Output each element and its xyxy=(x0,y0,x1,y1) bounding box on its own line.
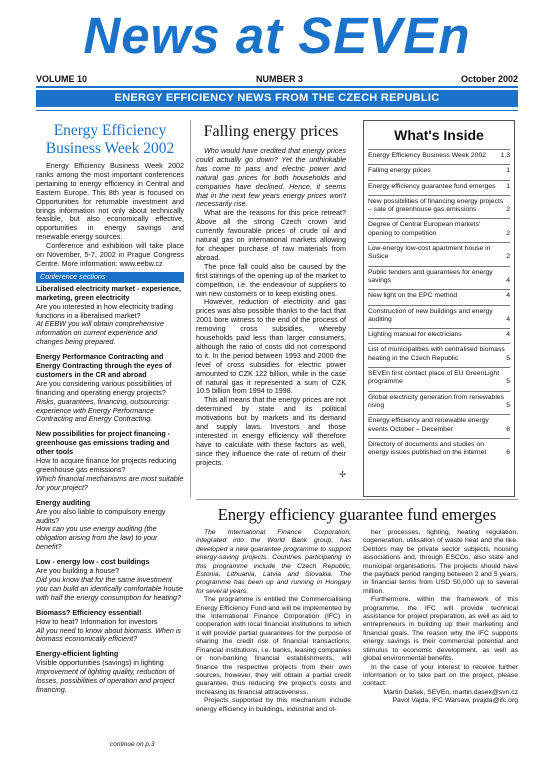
prices-paragraph: However, reduction of electricity and gas prices was also possible thanks to the fact that 2001 bore witness to the end of the process of removing cross subsidies, whereby households paid less than larger consumers, although the ratio of costs did not correspond to it. In the period between 1993 and 2000 the level of cross subsidies for electric power amounted to CZK 122 billion, while in the case of natural gas it represented a sum of CZK 10.5 billion from 1994 to 1998. xyxy=(196,297,346,396)
toc-item[interactable] xyxy=(368,391,510,415)
guarantee-paragraph: her processes, lighting, heating regulation, cogeneration, utilisation of waste heat and the like. Debtors may be private sector subjects, housing associations and, through ESCOs, also state and municipal organisations. The projects should have the payback period ranging between 2 and 5 years, in financial terms from USD 50,000 up to several million. xyxy=(363,529,518,595)
section-item xyxy=(36,499,184,552)
issue-meta xyxy=(36,72,518,86)
toc-item-page: 2 xyxy=(506,229,510,237)
sections-list xyxy=(36,285,184,695)
toc-item-page: 1 xyxy=(506,182,510,190)
toc-item-page: 5 xyxy=(506,354,510,362)
section-title: Biomass? Efficiency essential! xyxy=(36,607,142,617)
toc-item-title: Construction of new buildings and energy auditing xyxy=(368,307,493,323)
section-title: New possibilities for project financing - greenhouse gas emissions trading and other tools xyxy=(36,429,171,457)
banner-rule xyxy=(36,110,518,111)
toc-item-page: 1 xyxy=(506,167,510,175)
toc-item[interactable] xyxy=(368,195,510,219)
toc-item-page: 4 xyxy=(506,276,510,284)
toc-item-page: 5 xyxy=(506,378,510,386)
end-mark: ✢ xyxy=(339,469,346,479)
toc-item-title: Global electricity generation from renewables rising xyxy=(368,393,505,409)
section-note: Which financial mechanisms are most suitable for your project? xyxy=(36,473,184,492)
guarantee-col-2 xyxy=(363,529,518,714)
toc-item[interactable] xyxy=(368,149,510,164)
toc-item-page: 4 xyxy=(506,292,510,300)
prices-paragraph: The price fall could also be caused by the first stirrings of the opening up of the market to competition, i.e. the endeavour of suppliers to win new customers or to keep existing ones. xyxy=(196,261,346,298)
section-text: How to heat? Information for investors xyxy=(36,616,158,626)
number-label: NUMBER 3 xyxy=(256,74,304,84)
toc-item-page: 2 xyxy=(506,206,510,214)
contact-signature: Pavol Vajda, IFC Warsaw, pvajda@ifc.org xyxy=(392,697,518,705)
whats-inside-box xyxy=(363,120,515,497)
toc-item-title: Directory of documents and studies on energy issues published on the internet xyxy=(368,440,487,457)
toc-item[interactable] xyxy=(368,164,510,179)
guarantee-paragraph: Furthermore, within the framework of this programme, the IFC will provide technical assistance for project preparation, as well as aid to entrepreneurs in building up their marketing and financial goals. The reason why the IFC supports energy savings is their commercial potential and stimulus to economic development, as well as global environmental benefits. xyxy=(363,596,518,663)
date-label: October 2002 xyxy=(460,74,518,84)
section-text: Are you interested in how electricity trading functions in a liberalised market? xyxy=(36,301,174,320)
guarantee-col-1 xyxy=(196,529,351,714)
toc-item-title: Low-energy low-cost apartment house in Sušice xyxy=(368,245,491,261)
eebw-article xyxy=(36,122,184,701)
toc-item[interactable] xyxy=(368,414,510,438)
guarantee-title: Energy efficiency guarantee fund emerges xyxy=(217,505,497,524)
guarantee-lead: The International Finance Corporation, integrated into the World Bank group, has developed a new guarantee programme to support energy-saving projects. Countries participating in this programme include the Czech Republic, Estonia, Lithuania, Latvia and Slovakia. The programme has been up and running in Hungary for several years. xyxy=(196,529,351,595)
eebw-title: Energy Efficiency Business Week 2002 xyxy=(45,122,175,157)
section-text: How to acquire finance for projects reducing greenhouse gas emissions? xyxy=(36,456,177,474)
section-title: Low - energy low - cost buildings xyxy=(36,557,150,567)
toc-item-title: Energy efficiency and renewable energy events October – December xyxy=(368,417,489,433)
section-item xyxy=(36,430,184,492)
prices-lead: Who would have credited that energy prices could actually go down? Yet the unthinkable has come to pass and electric power and natural gas prices for both households and companies have declined. Hence, it seems that in the next few years energy prices won't necessarily rise. xyxy=(196,146,346,209)
section-note: All you need to know about biomass. When is biomass economically efficient? xyxy=(36,625,182,644)
column-divider xyxy=(190,120,191,497)
section-item xyxy=(36,558,184,603)
toc-item-title: Degree of Central European markets' opening to competition xyxy=(368,221,481,237)
toc-item-page: 6 xyxy=(506,425,510,433)
section-item xyxy=(36,353,184,424)
section-title: Energy auditing xyxy=(36,497,91,507)
toc-item-page: 5 xyxy=(506,401,510,409)
continue-note: continue on p.3 xyxy=(110,741,155,748)
section-item xyxy=(36,609,184,645)
section-item xyxy=(36,285,184,347)
section-text: Are you considering various possibilities of financing and operating energy projects? xyxy=(36,378,172,397)
toc-item-page: 4 xyxy=(506,331,510,339)
section-divider xyxy=(196,499,518,500)
section-item xyxy=(36,650,184,695)
guarantee-paragraph: In the case of your interest to receive further information or to take part on the project, please contact: xyxy=(363,663,518,688)
guarantee-paragraph: The programme is entitled the Commercialising Energy Efficiency Fund and will be implemented by the International Finance Corporation (IFC) in cooperation with local financial institutions to which it will provide partial guarantees for the purpose of sharing the credit risk of financial transactions. Financial institutions, i.e. banks, leasing companies or non-banking financial establishments, will finance the respective projects from their own sources, however, they will obtain a partial credit guarantee, thus reducing the project's costs and increasing its financial attractiveness. xyxy=(196,596,351,696)
toc-item[interactable] xyxy=(368,266,510,290)
section-title: Energy Performance Contracting and Energy Contracting through the eyes of customers in the CR and abroad xyxy=(36,352,172,379)
section-text: Visible opportunities (savings) in lighting xyxy=(36,658,164,668)
guarantee-columns xyxy=(196,529,518,714)
section-note: Did you know that for the same investment you can build an identically comfortable house with half the energy consumption for heating? xyxy=(36,574,184,602)
toc-item-page: 1,3 xyxy=(500,152,510,159)
toc-item-title: Public tenders and guarantees for energy savings xyxy=(368,268,493,284)
section-title: Energy-efficient lighting xyxy=(36,649,119,659)
toc-item-title: New light on the EPC method xyxy=(368,292,458,300)
prices-title: Falling energy prices xyxy=(203,123,339,140)
toc-item-title: Lighting manual for electricians xyxy=(368,331,462,339)
volume-label: VOLUME 10 xyxy=(36,74,88,84)
whats-inside-title: What's Inside xyxy=(394,127,484,143)
toc-item-page: 6 xyxy=(506,449,510,457)
guarantee-article xyxy=(196,505,518,714)
toc-item-title: New possibilities of financing energy projects – sale of greenhouse gas emissions xyxy=(368,197,504,214)
toc-item[interactable] xyxy=(368,242,510,266)
top-rule xyxy=(36,86,518,88)
toc-item[interactable] xyxy=(368,343,510,367)
section-title: Liberalised electricity market - experience, marketing, green electricity xyxy=(36,283,182,302)
eebw-info: Conference and exhibition will take place on November, 5-7, 2002 in Prague Congress Centre. More information: www.eebw.cz xyxy=(36,241,184,268)
newsletter-title: News at SEVEn xyxy=(83,7,471,64)
toc-item[interactable] xyxy=(368,328,510,343)
prices-article xyxy=(196,122,346,480)
section-note: Improvement of lighting quality, reduction of losses, possibilities of operation and project financing. xyxy=(36,667,175,694)
toc-item-title: Falling energy prices xyxy=(368,167,431,175)
section-text: Are you building a house? xyxy=(36,566,120,576)
section-text: Are you also liable to compulsory energy audits? xyxy=(36,506,166,525)
prices-paragraph: What are the reasons for this price retreat? Above all the strong Czech crown and currently favourable prices of crude oil and natural gas on international markets allowing for cheaper purchase of raw materials from abroad. xyxy=(196,208,346,262)
toc-item[interactable] xyxy=(368,367,510,391)
section-note: At EEBW you will obtain comprehensive information on current experience and changes being prepared. xyxy=(36,319,164,347)
toc-item[interactable] xyxy=(368,289,510,304)
guarantee-paragraph: Projects supported by this mechanism include energy efficiency in buildings, industrial and ot- xyxy=(196,697,351,713)
toc-item[interactable] xyxy=(368,218,510,242)
toc-item-title: List of municipalities with centralised biomass heating in the Czech Republic xyxy=(368,346,505,362)
toc-item-page: 2 xyxy=(506,253,510,261)
prices-paragraph: This all means that the energy prices are not determined by state and its political motivations but by markets and its demand and supply laws. Investors and those interested in energy efficiency will therefore have to calculate with these factors as well, since they influence the rate of return of their projects. xyxy=(196,395,346,467)
contact-signature: Martin Dašek, SEVEn, martin.dasek@svn.cz xyxy=(383,688,518,696)
toc-list xyxy=(368,149,510,461)
toc-item-title: Energy efficiency guarantee fund emerges xyxy=(368,182,496,190)
masthead xyxy=(0,0,554,72)
toc-item-title: Energy Efficiency Business Week 2002 xyxy=(368,152,487,159)
section-note: How can you use energy auditing (the obligation arising from the law) to your benefit? xyxy=(36,524,158,552)
banner: ENERGY EFFICIENCY NEWS FROM THE CZECH REPUBLIC xyxy=(36,90,518,107)
section-note: Risks, guarantees, financing, outsourcing: experience with Energy Performance Contracting and Energy Contracting. xyxy=(36,396,170,424)
eebw-intro: Energy Efficiency Business Week 2002 ranks among the most important conferences pertaining to energy efficiency in Central and Eastern Europe. This 8th year is focused on Opportunities for returnable investment and brings information not only about technically feasible, but also economically effective, opportunities in energy savings and renewable energy sources. xyxy=(36,161,184,242)
toc-item[interactable] xyxy=(368,305,510,329)
sections-header: Conference sections xyxy=(36,272,184,283)
toc-item[interactable] xyxy=(368,438,510,462)
toc-item-page: 4 xyxy=(506,315,510,323)
toc-item-title: SEVEn first contact place of EU GreenLight programme xyxy=(368,370,500,386)
toc-item[interactable] xyxy=(368,180,510,195)
